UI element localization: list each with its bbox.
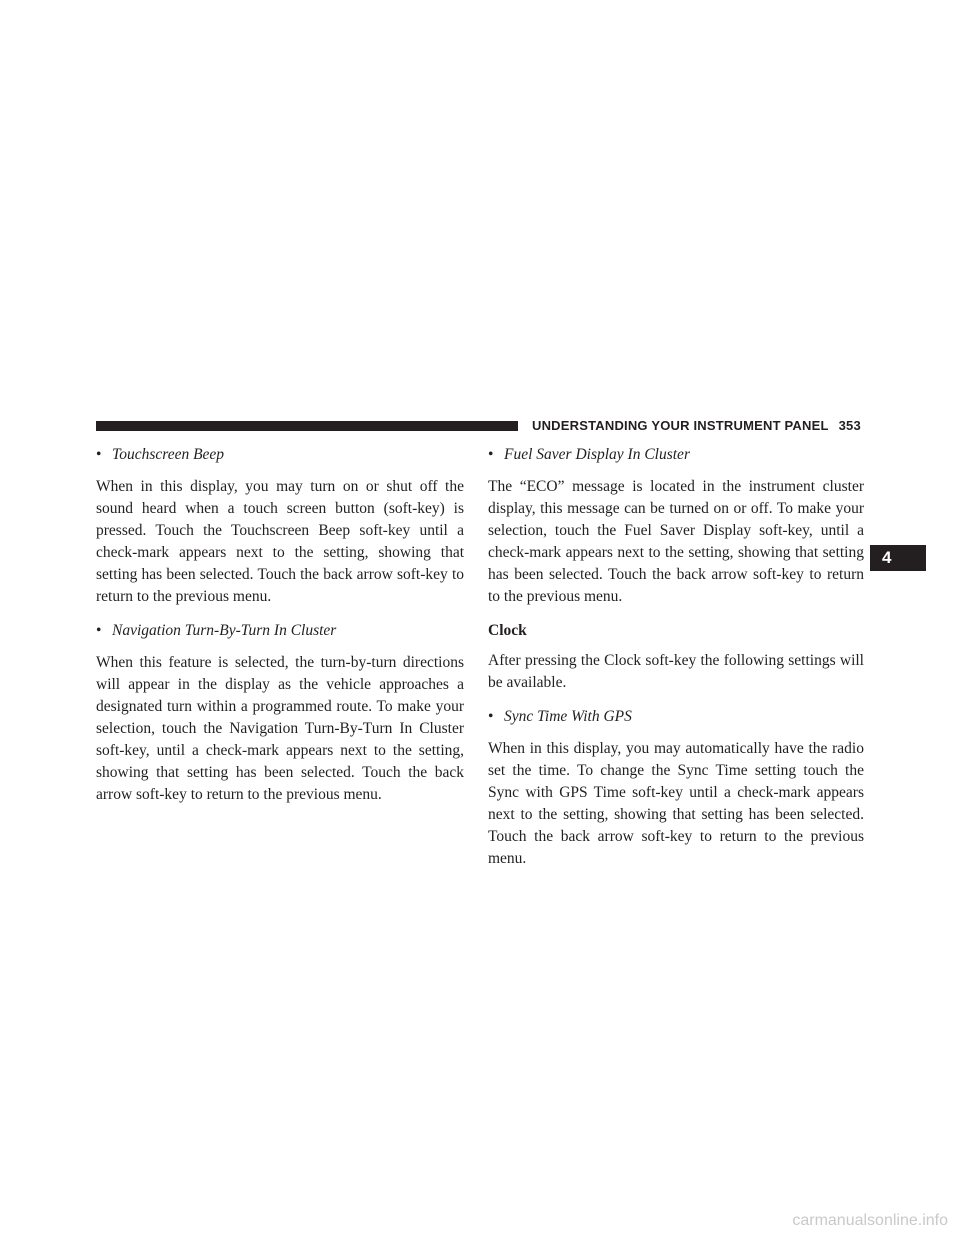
bullet-icon: • bbox=[488, 708, 494, 725]
paragraph: When in this display, you may automatically have the radio set the time. To change the Sync Time setting touch the Sync with GPS Time soft-key until a check-mark appears next to the setting, showing that setting has been selected. Touch the back arrow soft-key to return to the previous menu. bbox=[488, 740, 864, 867]
paragraph: After pressing the Clock soft-key the following settings will be available. bbox=[488, 652, 864, 691]
bullet-text: Touchscreen Beep bbox=[112, 446, 225, 463]
header-rule bbox=[96, 421, 518, 431]
bullet-item bbox=[488, 444, 864, 466]
running-header bbox=[532, 418, 861, 433]
bullet-text: Fuel Saver Display In Cluster bbox=[504, 446, 690, 463]
bullet-text: Navigation Turn-By-Turn In Cluster bbox=[112, 622, 337, 639]
bullet-item bbox=[96, 444, 464, 466]
bullet-icon: • bbox=[96, 446, 102, 463]
bullet-icon: • bbox=[96, 622, 102, 639]
bullet-icon: • bbox=[488, 446, 494, 463]
paragraph: When this feature is selected, the turn-by-turn directions will appear in the display as the vehicle approaches a designated turn within a programmed route. To make your selection, touch the Navigation Turn-By-Turn In Cluster soft-key, until a check-mark appears next to the setting, showing that setting has been selected. Touch the back arrow soft-key to return to the previous menu. bbox=[96, 654, 464, 803]
footer-watermark: carmanualsonline.info bbox=[792, 1212, 948, 1229]
section-title: UNDERSTANDING YOUR INSTRUMENT PANEL bbox=[532, 418, 829, 433]
section-heading: Clock bbox=[488, 622, 527, 639]
chapter-tab: 4 bbox=[870, 545, 926, 571]
bullet-text: Sync Time With GPS bbox=[504, 708, 632, 725]
left-column bbox=[96, 444, 464, 818]
paragraph: The “ECO” message is located in the instrument cluster display, this message can be turned on or off. To make your selection, touch the Fuel Saver Display soft-key, until a check-mark appears next to the setting, showing that setting has been selected. Touch the back arrow soft-key to return to the previous menu. bbox=[488, 478, 864, 605]
bullet-item bbox=[96, 620, 464, 642]
paragraph: When in this display, you may turn on or shut off the sound heard when a touch screen button (soft-key) is pressed. Touch the Touchscreen Beep soft-key until a check-mark appears next to the setting, showing that setting has been selected. Touch the back arrow soft-key to return to the previous menu. bbox=[96, 478, 464, 605]
page-number: 353 bbox=[838, 418, 861, 433]
bullet-item bbox=[488, 706, 864, 728]
right-column bbox=[488, 444, 864, 882]
